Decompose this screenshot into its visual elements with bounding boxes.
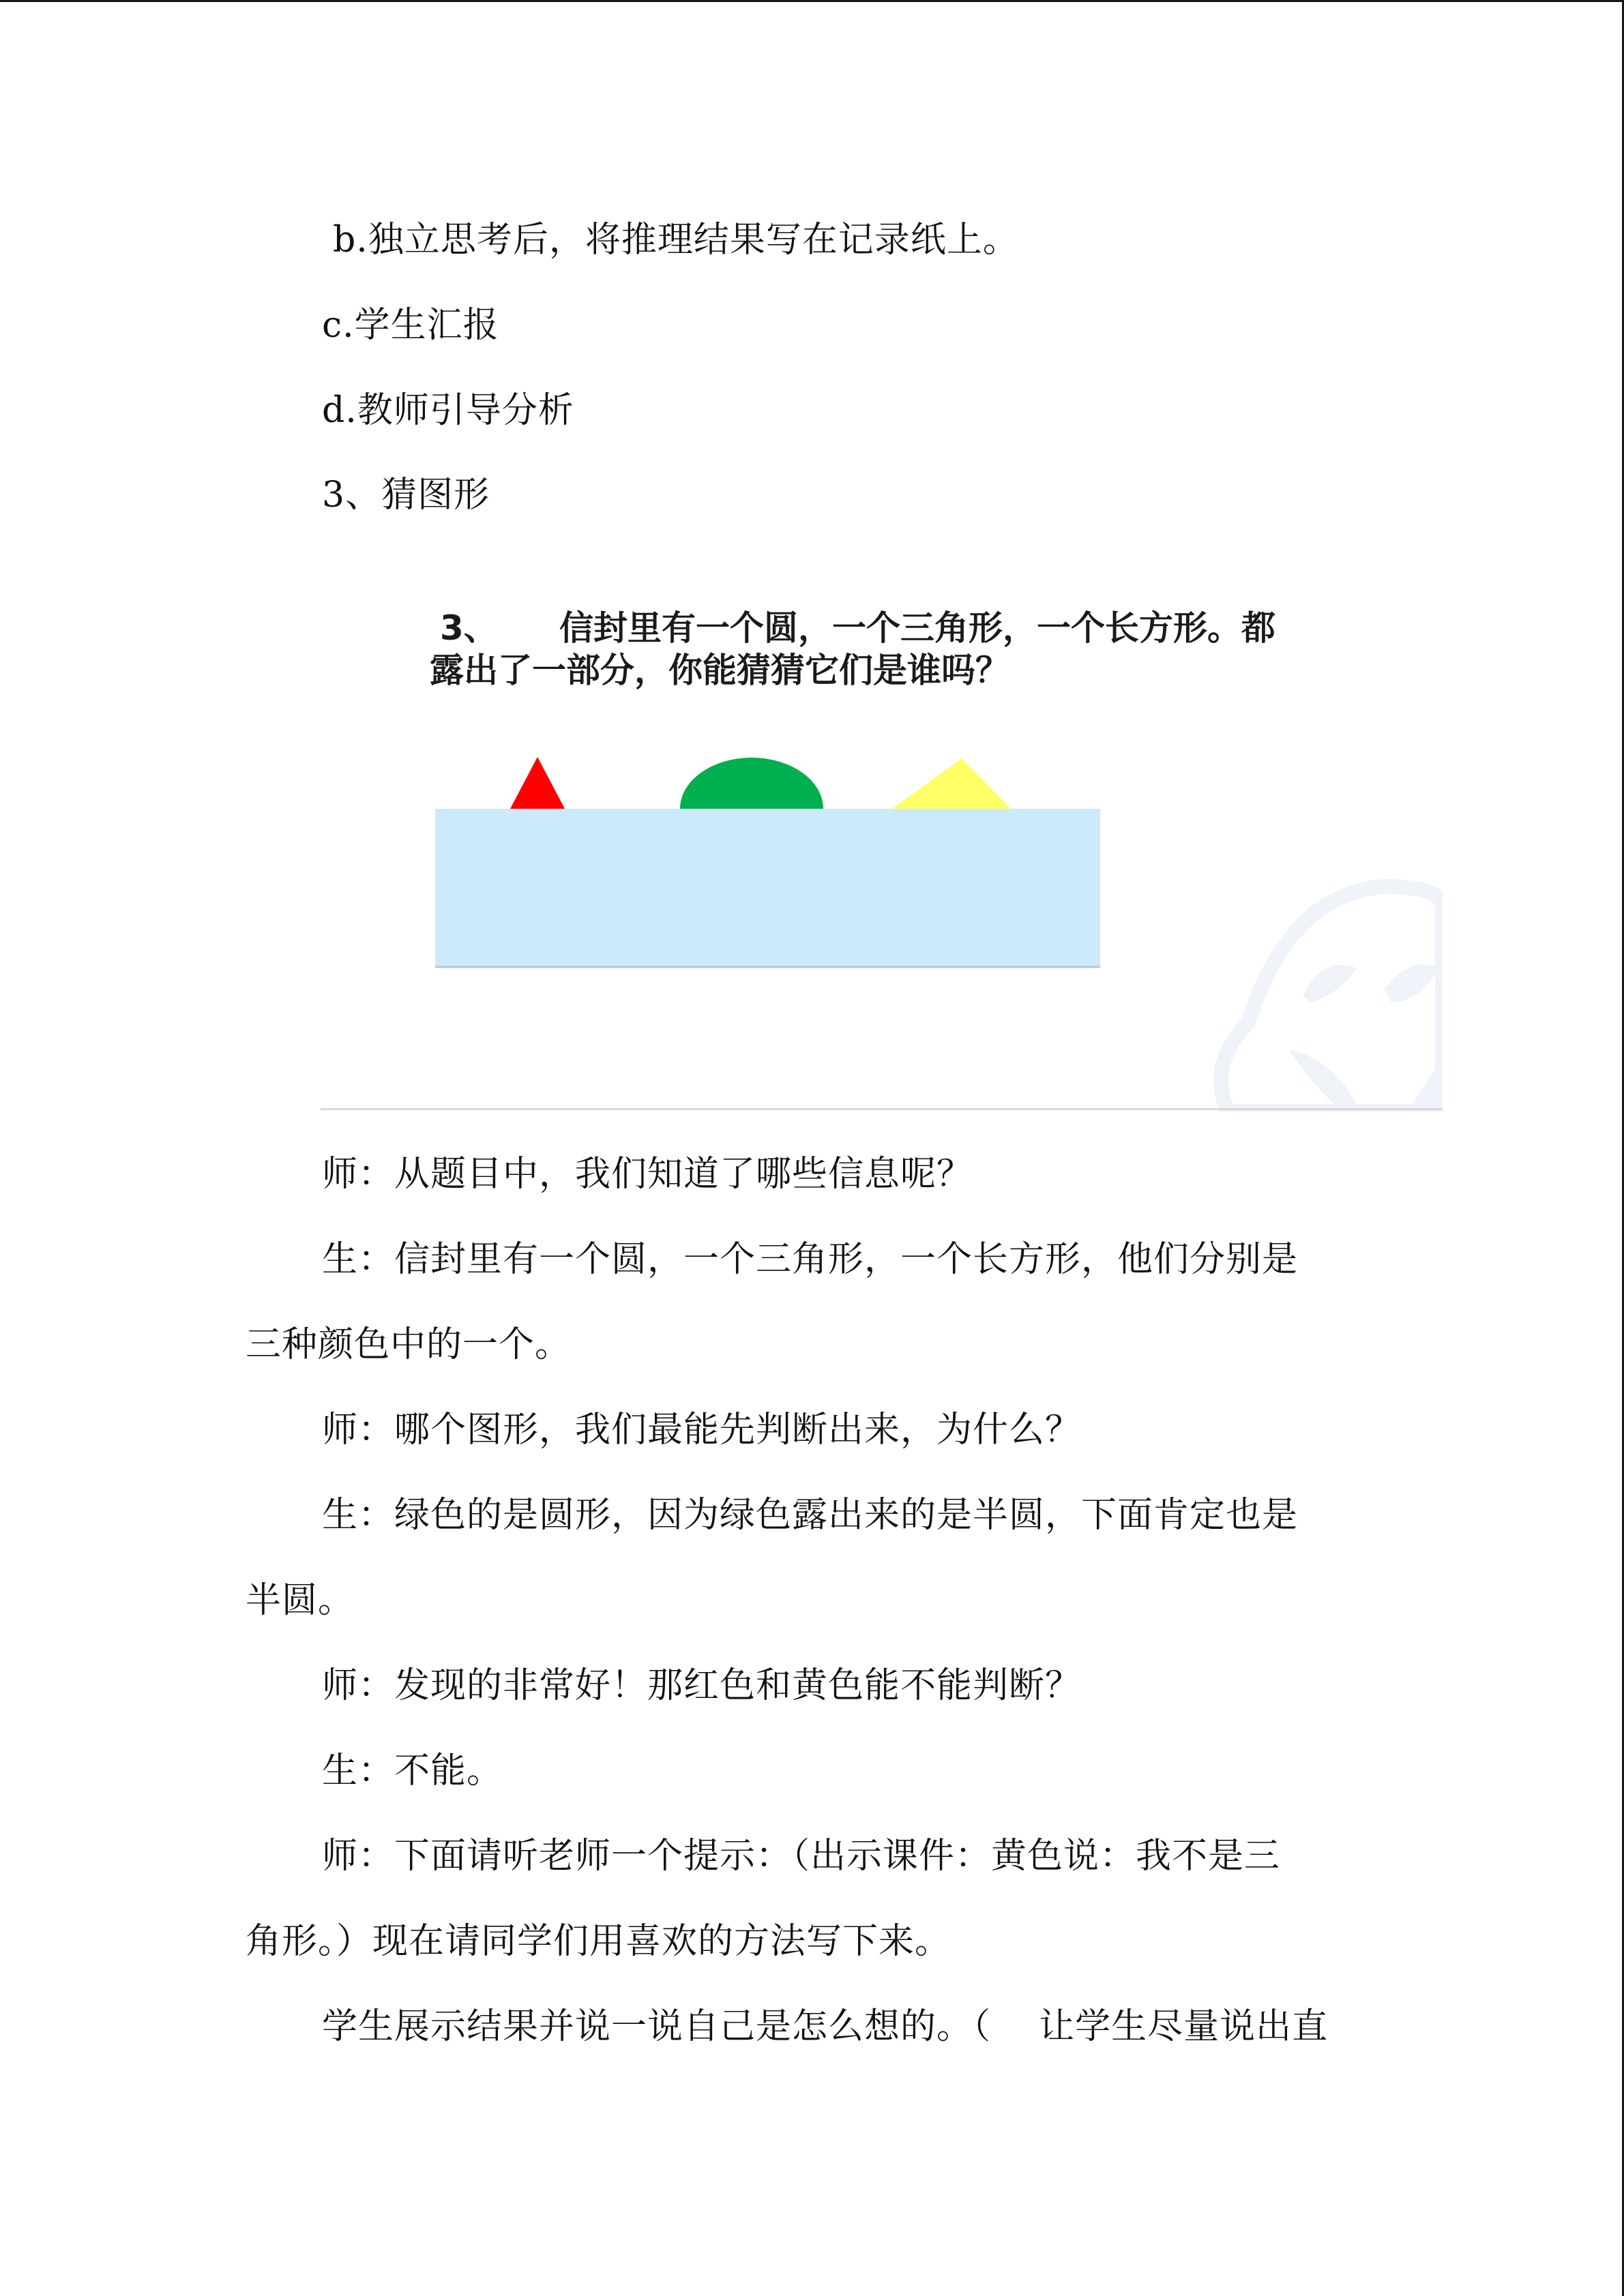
dialogue-line-1: 师：从题目中，我们知道了哪些信息呢？ <box>322 1154 973 1195</box>
page-top-border <box>0 0 1624 2</box>
slide-number: 3、 <box>440 608 498 648</box>
dialogue-line-2-cont: 三种颜色中的一个。 <box>246 1324 572 1365</box>
step-c-text: c.学生汇报 <box>322 305 499 346</box>
dialogue-line-7-cont: 角形。）现在请同学们用喜欢的方法写下来。 <box>246 1921 951 1962</box>
dialogue-line-3: 师：哪个图形，我们最能先判断出来，为什么？ <box>322 1410 1082 1450</box>
envelope-rect <box>435 809 1100 967</box>
dialogue-line-7: 师：下面请听老师一个提示：（出示课件：黄色说：我不是三 <box>322 1836 1281 1877</box>
section-3-heading: 3、猜图形 <box>322 475 490 516</box>
green-semicircle-shape <box>680 758 823 809</box>
step-b-text: b.独立思考后，将推理结果写在记录纸上。 <box>333 220 1019 260</box>
dialogue-line-4: 生：绿色的是圆形，因为绿色露出来的是半圆，下面肯定也是 <box>322 1495 1299 1536</box>
red-triangle-shape <box>510 757 565 809</box>
watermark-logo-icon <box>1221 886 1443 1112</box>
yellow-triangle-shape <box>892 758 1011 809</box>
dialogue-line-8: 学生展示结果并说一说自己是怎么想的。（ 让学生尽量说出直 <box>322 2006 1329 2047</box>
slide-bottom-divider <box>321 1108 1443 1110</box>
dialogue-line-6: 生：不能。 <box>322 1750 503 1791</box>
slide-image <box>321 586 1443 1112</box>
dialogue-line-2: 生：信封里有一个圆，一个三角形，一个长方形，他们分别是 <box>322 1239 1299 1280</box>
dialogue-line-5: 师：发现的非常好！那红色和黄色能不能判断？ <box>322 1665 1082 1706</box>
dialogue-line-4-cont: 半圆。 <box>246 1580 355 1621</box>
slide-question: 信封里有一个圆，一个三角形，一个长方形。都露出了一部分，你能猜猜它们是谁吗？ <box>430 608 1275 690</box>
step-d-text: d.教师引导分析 <box>322 390 574 431</box>
